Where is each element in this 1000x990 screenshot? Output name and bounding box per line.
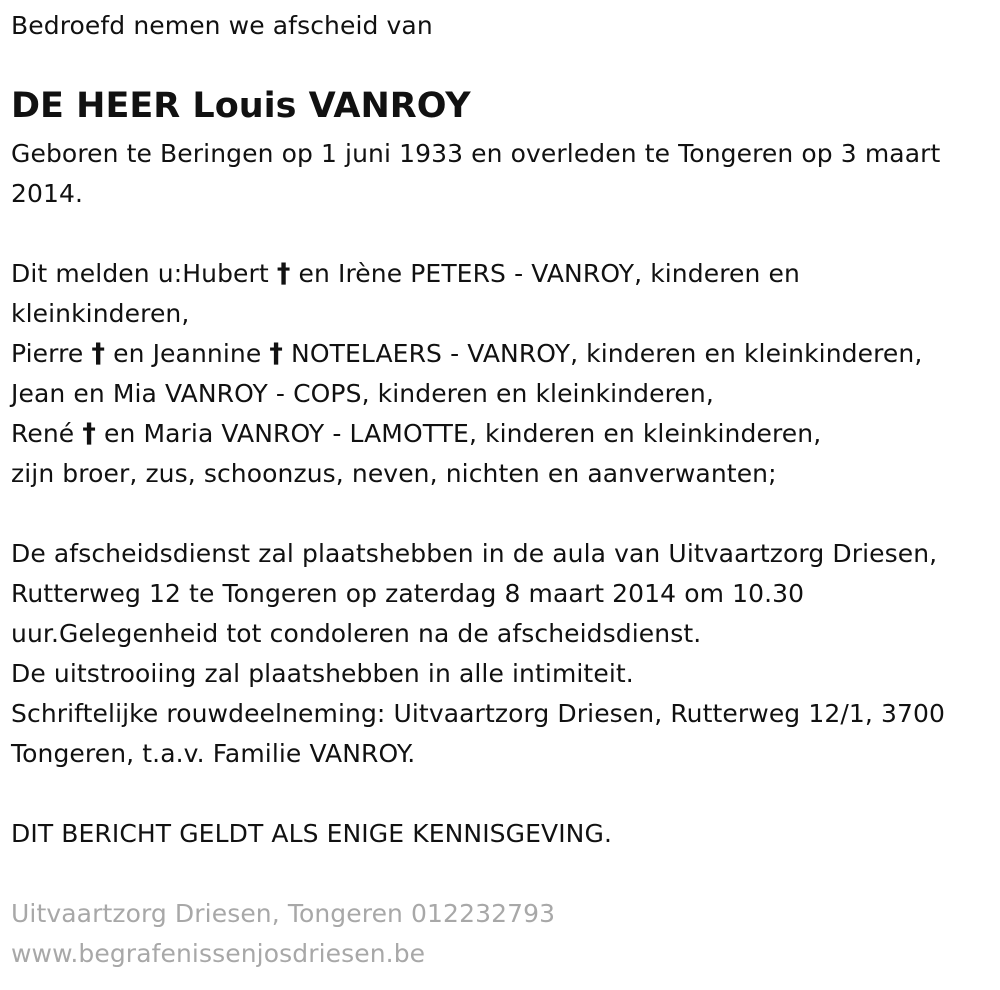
notice-text: DIT BERICHT GELDT ALS ENIGE KENNISGEVING. xyxy=(11,819,612,848)
family-line-3 xyxy=(11,334,922,374)
birth-line-1: Geboren te Beringen op 1 juni 1933 en overleden te Tongeren op 3 maart xyxy=(11,139,941,168)
service-line-4: De uitstrooiing zal plaatshebben in alle intimiteit. xyxy=(11,659,634,688)
funeral-home-footer xyxy=(11,894,555,974)
birth-line-2: 2014. xyxy=(11,179,84,208)
cross-icon: † xyxy=(269,338,283,369)
family-line-3-text-b: en Jeannine xyxy=(105,339,270,368)
service-info xyxy=(11,534,945,774)
family-line-5-text-a: René xyxy=(11,419,83,448)
family-line-1 xyxy=(11,254,922,294)
family-line-5 xyxy=(11,414,922,454)
funeral-home-website[interactable]: www.begrafenissenjosdriesen.be xyxy=(11,939,426,968)
family-line-6: zijn broer, zus, schoonzus, neven, nichten en aanverwanten; xyxy=(11,459,777,488)
family-line-1-text-b: en Irène PETERS - VANROY, kinderen en xyxy=(290,259,800,288)
cross-icon: † xyxy=(82,418,96,449)
family-line-3-text-a: Pierre xyxy=(11,339,92,368)
family-line-4: Jean en Mia VANROY - COPS, kinderen en kleinkinderen, xyxy=(11,379,714,408)
family-list xyxy=(11,254,922,494)
funeral-home-contact: Uitvaartzorg Driesen, Tongeren 012232793 xyxy=(11,899,556,928)
service-line-5: Schriftelijke rouwdeelneming: Uitvaartzorg Driesen, Rutterweg 12/1, 3700 xyxy=(11,699,945,728)
birth-info xyxy=(11,134,940,214)
service-line-3: uur.Gelegenheid tot condoleren na de afscheidsdienst. xyxy=(11,619,702,648)
intro-text: Bedroefd nemen we afscheid van xyxy=(11,11,433,40)
cross-icon: † xyxy=(276,258,291,289)
family-line-5-text-b: en Maria VANROY - LAMOTTE, kinderen en kleinkinderen, xyxy=(95,419,822,448)
service-line-1: De afscheidsdienst zal plaatshebben in de aula van Uitvaartzorg Driesen, xyxy=(11,539,938,568)
family-line-1-text-a: Dit melden u:Hubert xyxy=(11,259,277,288)
family-line-2: kleinkinderen, xyxy=(11,299,190,328)
deceased-name: DE HEER Louis VANROY xyxy=(11,86,471,126)
cross-icon: † xyxy=(91,338,106,369)
service-line-2: Rutterweg 12 te Tongeren op zaterdag 8 maart 2014 om 10.30 xyxy=(11,579,805,608)
service-line-6: Tongeren, t.a.v. Familie VANROY. xyxy=(11,739,416,768)
family-line-3-text-c: NOTELAERS - VANROY, kinderen en kleinkinderen, xyxy=(282,339,923,368)
notice-statement xyxy=(11,814,612,854)
